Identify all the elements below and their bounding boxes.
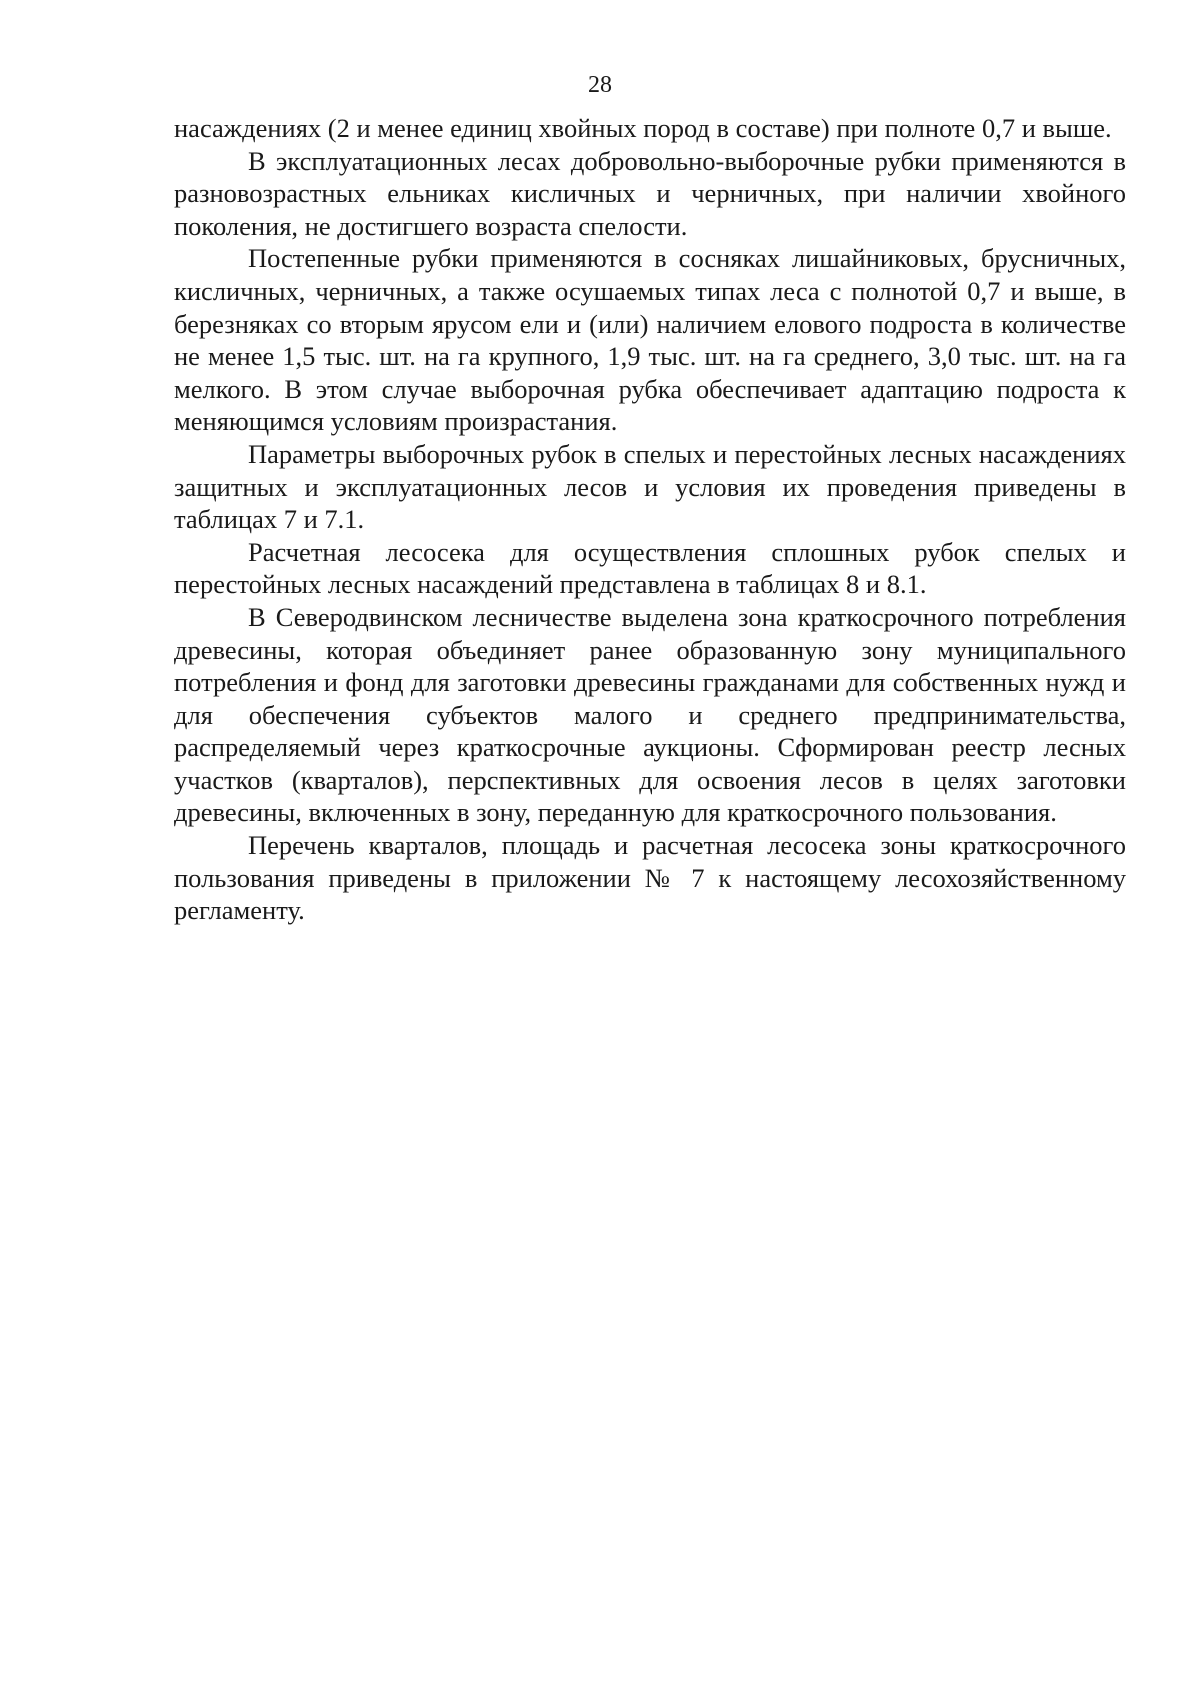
paragraph-short-term-zone: В Северодвинском лесничестве выделена зона краткосрочного потребления древесины, которая объединяет ранее образованную зону муниципального потребления и фонд для заготовки древесины гражданами для собственных нужд и для обеспечения субъектов малого и среднего предпринимательства, распределяемый через краткосрочные аукционы. Сформирован реестр лесных участков (кварталов), перспективных для освоения лесов в целях заготовки древесины, включенных в зону, переданную для краткосрочного пользования. [174,601,1126,828]
page-number: 28 [588,72,612,98]
paragraph-appendix-reference: Перечень кварталов, площадь и расчетная лесосека зоны краткосрочного пользования приведены в приложении № 7 к настоящему лесохозяйственному регламенту. [174,830,1126,926]
paragraph-gradual-cutting: Постепенные рубки применяются в сосняках лишайниковых, брусничных, кисличных, черничных, а также осушаемых типах леса с полнотой 0,7 и выше, в березняках со вторым ярусом ели и (или) наличием елового подроста в количестве не менее 1,5 тыс. шт. на га крупного, 1,9 тыс. шт. на га среднего, 3,0 тыс. шт. на га мелкого. В этом случае выборочная рубка обеспечивает адаптацию подроста к меняющимся условиям произрастания. [174,243,1126,437]
paragraph-voluntary-selective-cutting: В эксплуатационных лесах добровольно-выборочные рубки применяются в разновозрастных ельниках кисличных и черничных, при наличии хвойного поколения, не достигшего возраста спелости. [174,145,1126,241]
paragraph-allowable-cut: Расчетная лесосека для осуществления сплошных рубок спелых и перестойных лесных насаждений представлена в таблицах 8 и 8.1. [174,536,1126,600]
paragraph-selective-cutting-parameters: Параметры выборочных рубок в спелых и перестойных лесных насаждениях защитных и эксплуатационных лесов и условия их проведения приведены в таблицах 7 и 7.1. [174,438,1126,535]
document-body [174,112,1126,927]
paragraph-continuation: насаждениях (2 и менее единиц хвойных пород в составе) при полноте 0,7 и выше. [174,113,1112,143]
